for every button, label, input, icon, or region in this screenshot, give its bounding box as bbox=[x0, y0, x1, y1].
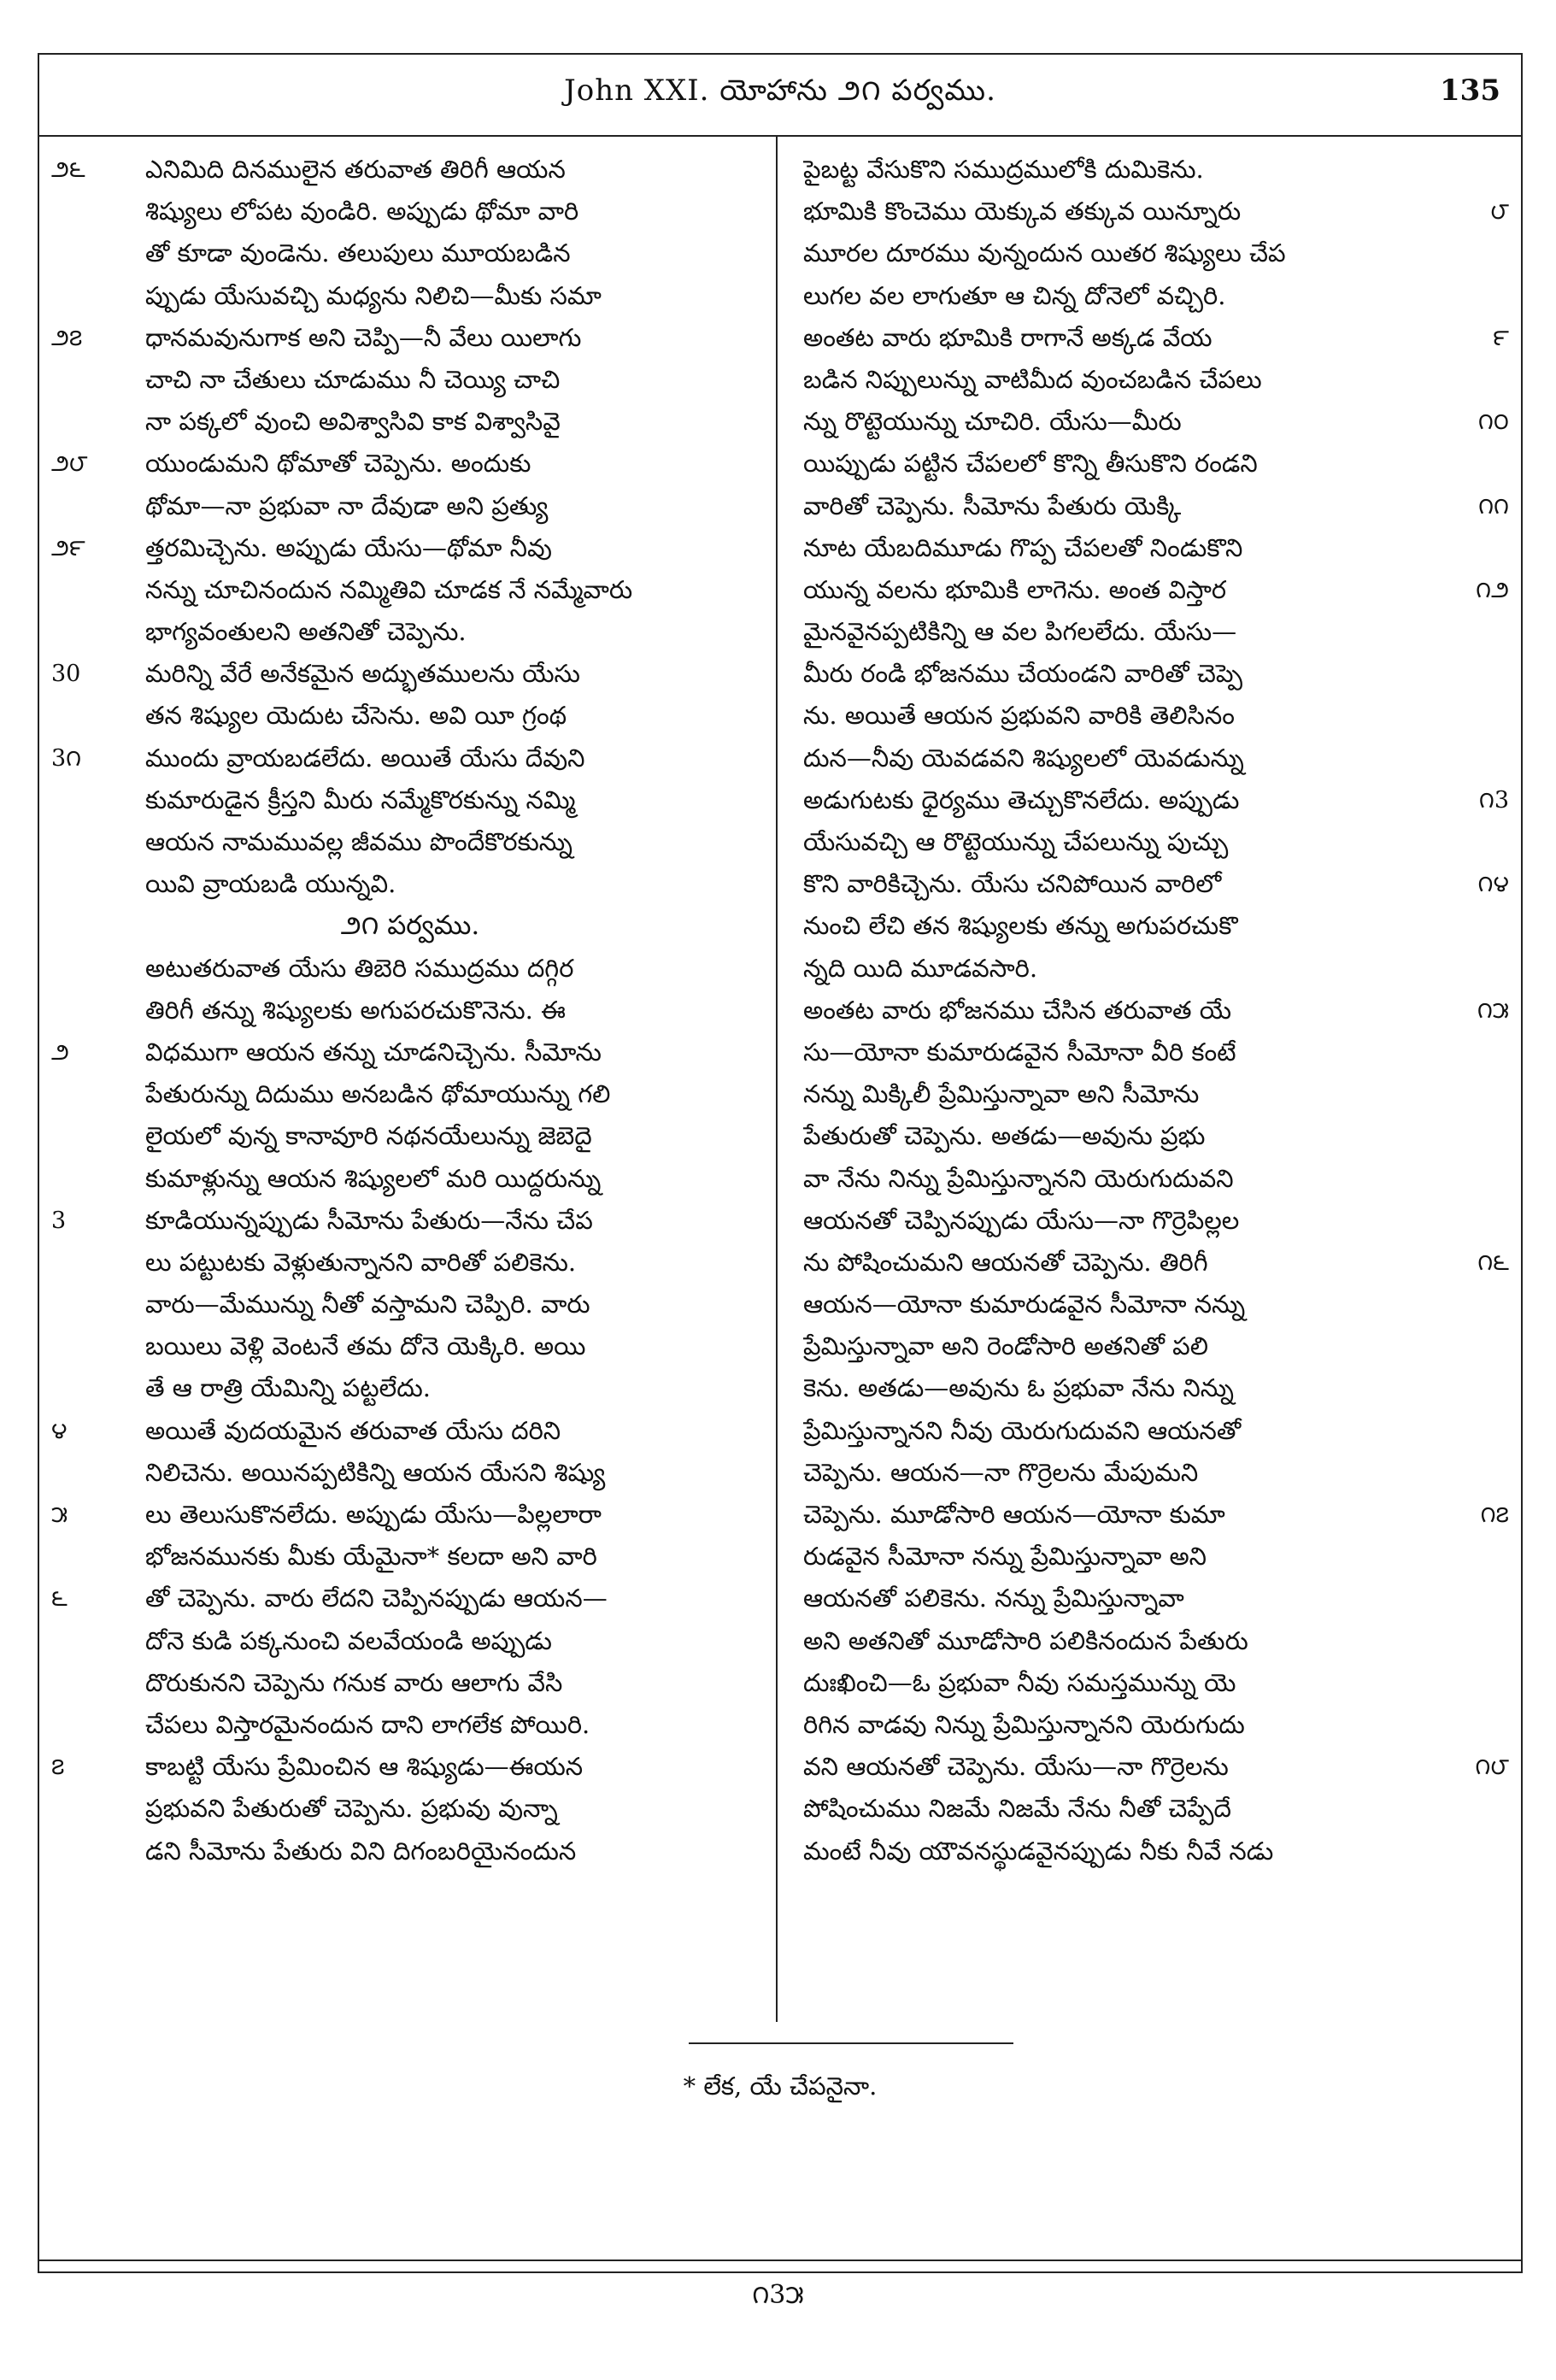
line-text: దోనె కుడి పక్కనుంచి వలవేయండి అప్పుడు bbox=[145, 1625, 552, 1655]
verse-number: ౧౧ bbox=[1478, 492, 1509, 520]
text-line bbox=[51, 1115, 769, 1157]
text-line bbox=[791, 527, 1509, 569]
text-line bbox=[51, 863, 769, 905]
text-line bbox=[791, 1073, 1509, 1115]
verse-number: 30 bbox=[51, 661, 81, 688]
line-text: చెప్పెను. ఆయన—నా గొర్రెలను మేపుమని bbox=[803, 1457, 1199, 1487]
line-text: అడుగుటకు ధైర్యము తెచ్చుకొనలేదు. అప్పుడు bbox=[803, 785, 1240, 814]
text-line bbox=[791, 1367, 1509, 1409]
text-line bbox=[791, 1452, 1509, 1494]
line-text: భూమికి కొంచెము యెక్కువ తక్కువ యిన్నూరు bbox=[803, 197, 1242, 226]
footnote: * లేక, యే చేపనైనా. bbox=[683, 2071, 878, 2101]
line-text: విధముగా ఆయన తన్ను చూడనిచ్చెను. సీమోను bbox=[145, 1037, 602, 1067]
text-line bbox=[51, 232, 769, 274]
line-text: అటుతరువాత యేసు తిబెరి సముద్రము దగ్గిర bbox=[145, 953, 574, 983]
line-text: అంతట వారు భూమికి రాగానే అక్కడ వేయ bbox=[803, 322, 1213, 352]
footer-rule bbox=[39, 2260, 1521, 2261]
header-title: John XXI. యోహాను ౨౧ పర్వము. bbox=[564, 73, 996, 108]
verse-number: ౭ bbox=[51, 1754, 65, 1781]
text-line bbox=[791, 738, 1509, 779]
line-text: ప్పుడు యేసువచ్చి మధ్యను నిలిచి—మీకు సమా bbox=[145, 280, 602, 310]
line-text: చాచి నా చేతులు చూడుము నీ చెయ్యి చాచి bbox=[145, 364, 561, 394]
text-line bbox=[791, 863, 1509, 905]
text-line bbox=[51, 191, 769, 232]
verse-number: 3 bbox=[51, 1207, 67, 1234]
text-line bbox=[51, 1200, 769, 1242]
line-text: లుగల వల లాగుతూ ఆ చిన్న దోనెలో వచ్చిరి. bbox=[803, 280, 1226, 310]
line-text: వని ఆయనతో చెప్పెను. యేసు—నా గొర్రెలను bbox=[803, 1752, 1229, 1782]
header-page-number: 135 bbox=[1440, 73, 1500, 108]
verse-number: ౧౭ bbox=[1480, 1501, 1509, 1528]
line-text: అని అతనితో మూడోసారి పలికినందున పేతురు bbox=[803, 1625, 1248, 1655]
text-line bbox=[51, 149, 769, 191]
verse-number: ౧౨ bbox=[1476, 576, 1509, 603]
line-text: తన శిష్యుల యెదుట చేసెను. అవి యీ గ్రంథ bbox=[145, 701, 567, 731]
line-text: కాబట్టి యేసు ప్రేమించిన ఆ శిష్యుడు—ఈయన bbox=[145, 1752, 584, 1782]
line-text: మరిన్ని వేరే అనేకమైన అద్భుతములను యేసు bbox=[145, 659, 580, 689]
verse-number: ౨౬ bbox=[51, 156, 85, 183]
text-line bbox=[51, 443, 769, 485]
line-text: తిరిగీ తన్ను శిష్యులకు అగుపరచుకొనెను. ఈ bbox=[145, 995, 566, 1025]
line-text: భాగ్యవంతులని అతనితో చెప్పెను. bbox=[145, 617, 467, 647]
line-text: భోజనమునకు మీకు యేమైనా* కలదా అని వారి bbox=[145, 1542, 597, 1572]
text-line bbox=[51, 1831, 769, 1872]
text-line bbox=[51, 1410, 769, 1452]
text-line bbox=[791, 948, 1509, 990]
text-line bbox=[791, 359, 1509, 401]
verse-number: ౨౭ bbox=[51, 324, 83, 351]
line-text: నిలిచెను. అయినప్పటికిన్ని ఆయన యేసని శిష్యు bbox=[145, 1457, 606, 1487]
line-text: నూట యేబదిమూడు గొప్ప చేపలతో నిండుకొని bbox=[803, 532, 1243, 562]
text-line bbox=[791, 275, 1509, 317]
text-line bbox=[791, 1662, 1509, 1704]
text-line bbox=[791, 611, 1509, 653]
text-line bbox=[51, 1452, 769, 1494]
line-text: పేతురుతో చెప్పెను. అతడు—అవును ప్రభు bbox=[803, 1121, 1206, 1151]
line-text: అయితే వుదయమైన తరువాత యేసు దరిని bbox=[145, 1415, 561, 1445]
text-line bbox=[791, 1704, 1509, 1746]
line-text: దుఃఖించి—ఓ ప్రభువా నీవు సమస్తమున్ను యె bbox=[803, 1667, 1236, 1697]
verse-number: ౧౪ bbox=[1477, 871, 1509, 898]
text-line bbox=[791, 1031, 1509, 1073]
line-text: ప్రభువని పేతురుతో చెప్పెను. ప్రభువు వున్నా bbox=[145, 1794, 558, 1824]
line-text: ఎనిమిది దినములైన తరువాత తిరిగీ ఆయన bbox=[145, 155, 566, 184]
text-line bbox=[791, 1115, 1509, 1157]
text-line bbox=[51, 1746, 769, 1788]
line-text: ధానమవునుగాక అని చెప్పి—నీ వేలు యిలాగు bbox=[145, 322, 582, 352]
line-text: యేసువచ్చి ఆ రొట్టెయున్ను చేపలున్ను పుచ్చు bbox=[803, 827, 1229, 856]
line-text: ను. అయితే ఆయన ప్రభువని వారికి తెలిసినం bbox=[803, 701, 1235, 731]
text-line bbox=[51, 779, 769, 821]
text-line bbox=[791, 1158, 1509, 1200]
line-text: దున—నీవు యెవడవని శిష్యులలో యెవడున్ను bbox=[803, 743, 1244, 773]
line-text: ను పోషించుమని ఆయనతో చెప్పెను. తిరిగీ bbox=[803, 1247, 1208, 1277]
line-text: శిష్యులు లోపట వుండిరి. అప్పుడు థోమా వారి bbox=[145, 197, 579, 226]
line-text: ౨౧ పర్వము. bbox=[340, 910, 480, 942]
text-line bbox=[791, 1536, 1509, 1578]
text-line bbox=[51, 821, 769, 863]
line-text: కుమారుడైన క్రీస్తని మీరు నమ్మేకొరకున్ను నమ్మి bbox=[145, 785, 576, 814]
text-line bbox=[51, 1367, 769, 1409]
line-text: తే ఆ రాత్రి యేమిన్ని పట్టలేదు. bbox=[145, 1373, 431, 1403]
line-text: యున్న వలను భూమికి లాగెను. అంత విస్తార bbox=[803, 574, 1227, 604]
bottom-page-number: ౧3౫ bbox=[752, 2280, 804, 2310]
text-line bbox=[51, 1494, 769, 1536]
text-line bbox=[51, 401, 769, 443]
line-text: ప్రేమిస్తున్నావా అని రెండోసారి అతనితో పలి bbox=[803, 1331, 1208, 1361]
verse-number: ౧3 bbox=[1478, 786, 1509, 814]
line-text: వా నేను నిన్ను ప్రేమిస్తున్నానని యెరుగుదువని bbox=[803, 1163, 1234, 1193]
right-column bbox=[791, 149, 1509, 1872]
text-line bbox=[51, 1620, 769, 1662]
text-line bbox=[51, 1662, 769, 1704]
text-line bbox=[791, 1746, 1509, 1788]
text-line bbox=[791, 695, 1509, 737]
line-text: న్నది యిది మూడవసారి. bbox=[803, 953, 1038, 983]
text-line bbox=[791, 317, 1509, 359]
text-line bbox=[791, 1831, 1509, 1872]
text-line bbox=[791, 1578, 1509, 1619]
text-line bbox=[51, 653, 769, 695]
text-line bbox=[51, 1158, 769, 1200]
text-line bbox=[51, 1536, 769, 1578]
line-text: పేతురున్ను దిదుము అనబడిన థోమాయున్ను గలి bbox=[145, 1079, 611, 1109]
line-text: యుండుమని థోమాతో చెప్పెను. అందుకు bbox=[145, 449, 531, 479]
verse-number: ౧౫ bbox=[1477, 996, 1509, 1024]
line-text: సు—యోనా కుమారుడవైన సీమోనా వీరి కంటే bbox=[803, 1037, 1236, 1067]
verse-number: 3౧ bbox=[51, 744, 82, 772]
line-text: అంతట వారు భోజనము చేసిన తరువాత యే bbox=[803, 995, 1232, 1025]
verse-number: ౪ bbox=[51, 1417, 68, 1444]
line-text: నుంచి లేచి తన శిష్యులకు తన్ను అగుపరచుకొ bbox=[803, 911, 1238, 941]
text-line bbox=[51, 1242, 769, 1284]
line-text: బడిన నిప్పులున్ను వాటిమీద వుంచబడిన చేపలు bbox=[803, 364, 1262, 394]
text-line bbox=[791, 821, 1509, 863]
line-text: దొరుకునని చెప్పెను గనుక వారు ఆలాగు వేసి bbox=[145, 1667, 563, 1697]
line-text: చెప్పెను. మూడోసారి ఆయన—యోనా కుమా bbox=[803, 1500, 1225, 1529]
text-line bbox=[791, 1284, 1509, 1325]
text-line bbox=[51, 1073, 769, 1115]
verse-number: ౧౬ bbox=[1477, 1249, 1509, 1276]
line-text: ఆయన నామమువల్ల జీవము పొందేకొరకున్ను bbox=[145, 827, 572, 856]
line-text: మూరల దూరము వున్నందున యితర శిష్యులు చేప bbox=[803, 238, 1286, 268]
text-line bbox=[51, 1578, 769, 1619]
text-line bbox=[51, 695, 769, 737]
line-text: పైబట్ట వేసుకొని సముద్రములోకి దుమికెను. bbox=[803, 155, 1204, 184]
verse-number: ౯ bbox=[1493, 324, 1509, 351]
text-line bbox=[51, 317, 769, 359]
line-text: లు తెలుసుకొనలేదు. అప్పుడు యేసు—పిల్లలారా bbox=[145, 1500, 602, 1529]
text-line bbox=[51, 738, 769, 779]
line-text: ఆయన—యోనా కుమారుడవైన సీమోనా నన్ను bbox=[803, 1290, 1246, 1319]
line-text: తో చెప్పెను. వారు లేదని చెప్పినప్పుడు ఆయన— bbox=[145, 1584, 608, 1613]
text-line bbox=[791, 232, 1509, 274]
line-text: నన్ను చూచినందున నమ్మితివి చూడక నే నమ్మేవారు bbox=[145, 574, 633, 604]
line-text: బయిలు వెళ్లి వెంటనే తమ దోనె యెక్కిరి. అయి bbox=[145, 1331, 586, 1361]
line-text: త్తరమిచ్చెను. అప్పుడు యేసు—థోమా నీవు bbox=[145, 532, 552, 562]
text-line bbox=[51, 569, 769, 611]
line-text: ఆయనతో చెప్పినప్పుడు యేసు—నా గొర్రెపిల్లల bbox=[803, 1205, 1240, 1235]
verse-number: ౬ bbox=[51, 1585, 68, 1613]
verse-number: ౨౯ bbox=[51, 534, 85, 561]
line-text: పోషించుము నిజమే నిజమే నేను నీతో చెప్పేదే bbox=[803, 1794, 1232, 1824]
text-line bbox=[791, 1788, 1509, 1830]
line-text: కూడియున్నప్పుడు సీమోను పేతురు—నేను చేప bbox=[145, 1205, 593, 1235]
verse-number: ౫ bbox=[51, 1501, 68, 1528]
text-line bbox=[51, 1788, 769, 1830]
text-line bbox=[51, 275, 769, 317]
text-line bbox=[791, 569, 1509, 611]
text-line bbox=[51, 611, 769, 653]
line-text: లైయలో వున్న కానావూరి నథనయేలున్ను జెబెదై bbox=[145, 1121, 592, 1151]
text-line bbox=[51, 1325, 769, 1367]
text-line bbox=[791, 149, 1509, 191]
text-line bbox=[791, 1325, 1509, 1367]
text-line bbox=[791, 653, 1509, 695]
line-text: లు పట్టుటకు వెళ్లుతున్నానని వారితో పలికెను. bbox=[145, 1247, 577, 1277]
text-line bbox=[791, 779, 1509, 821]
line-text: వారితో చెప్పెను. సీమోను పేతురు యెక్కి bbox=[803, 491, 1182, 520]
line-text: యివి వ్రాయబడి యున్నవి. bbox=[145, 869, 396, 899]
text-line bbox=[51, 948, 769, 990]
line-text: రుడవైన సీమోనా నన్ను ప్రేమిస్తున్నావా అని bbox=[803, 1542, 1207, 1572]
text-line bbox=[791, 1242, 1509, 1284]
line-text: కొని వారికిచ్చెను. యేసు చనిపోయిన వారిలో bbox=[803, 869, 1222, 899]
verse-number: ౮ bbox=[1490, 198, 1509, 226]
running-header bbox=[39, 55, 1521, 137]
text-line bbox=[791, 443, 1509, 485]
line-text: ప్రేమిస్తున్నానని నీవు యెరుగుదువని ఆయనతో bbox=[803, 1415, 1242, 1445]
verse-number: ౨౮ bbox=[51, 450, 88, 478]
text-line bbox=[51, 359, 769, 401]
text-line bbox=[791, 401, 1509, 443]
line-text: నా పక్కలో వుంచి అవిశ్వాసివి కాక విశ్వాసివై bbox=[145, 407, 561, 437]
text-line bbox=[51, 1704, 769, 1746]
text-line bbox=[791, 990, 1509, 1031]
footnote-rule bbox=[689, 2042, 1013, 2044]
text-line bbox=[791, 191, 1509, 232]
line-text: నన్ను మిక్కిలీ ప్రేమిస్తున్నావా అని సీమోను bbox=[803, 1079, 1200, 1109]
text-line bbox=[51, 990, 769, 1031]
text-line bbox=[791, 1620, 1509, 1662]
line-text: డని సీమోను పేతురు విని దిగంబరియైనందున bbox=[145, 1836, 577, 1866]
chapter-heading bbox=[51, 905, 769, 947]
line-text: చేపలు విస్తారమైనందున దాని లాగలేక పోయిరి. bbox=[145, 1709, 590, 1739]
line-text: ముందు వ్రాయబడలేదు. అయితే యేసు దేవుని bbox=[145, 743, 585, 773]
line-text: ఆయనతో పలికెను. నన్ను ప్రేమిస్తున్నావా bbox=[803, 1584, 1184, 1613]
text-line bbox=[791, 485, 1509, 527]
page-frame bbox=[38, 53, 1523, 2273]
line-text: వారు—మేమున్ను నీతో వస్తామని చెప్పిరి. వారు bbox=[145, 1290, 590, 1319]
line-text: తో కూడా వుండెను. తలుపులు మూయబడిన bbox=[145, 238, 571, 268]
line-text: రిగిన వాడవు నిన్ను ప్రేమిస్తున్నానని యెరుగుదు bbox=[803, 1709, 1245, 1739]
text-line bbox=[51, 527, 769, 569]
verse-number: ౧౦ bbox=[1477, 408, 1509, 436]
text-line bbox=[51, 1284, 769, 1325]
verse-number: ౧౮ bbox=[1475, 1754, 1509, 1781]
line-text: యిప్పుడు పట్టిన చేపలలో కొన్ని తీసుకొని రండని bbox=[803, 449, 1258, 479]
text-line bbox=[51, 485, 769, 527]
line-text: కుమాళ్లున్ను ఆయన శిష్యులలో మరి యిద్దరున్ను bbox=[145, 1163, 602, 1193]
text-line bbox=[791, 1410, 1509, 1452]
text-line bbox=[51, 1031, 769, 1073]
column-divider bbox=[776, 137, 778, 2022]
line-text: న్ను రొట్టెయున్ను చూచిరి. యేసు—మీరు bbox=[803, 407, 1182, 437]
text-line bbox=[791, 1494, 1509, 1536]
line-text: మంటే నీవు యౌవనస్థుడవైనప్పుడు నీకు నీవే నడు bbox=[803, 1836, 1274, 1866]
line-text: కెను. అతడు—అవును ఓ ప్రభువా నేను నిన్ను bbox=[803, 1373, 1234, 1403]
line-text: మైనవైనప్పటికిన్ని ఆ వల పిగలలేదు. యేసు— bbox=[803, 617, 1237, 647]
left-column bbox=[51, 149, 769, 1872]
line-text: మీరు రండి భోజనము చేయండని వారితో చెప్పె bbox=[803, 659, 1243, 689]
text-line bbox=[791, 1200, 1509, 1242]
line-text: థోమా—నా ప్రభువా నా దేవుడా అని ప్రత్యు bbox=[145, 491, 549, 520]
verse-number: ౨ bbox=[51, 1038, 69, 1066]
text-line bbox=[791, 905, 1509, 947]
